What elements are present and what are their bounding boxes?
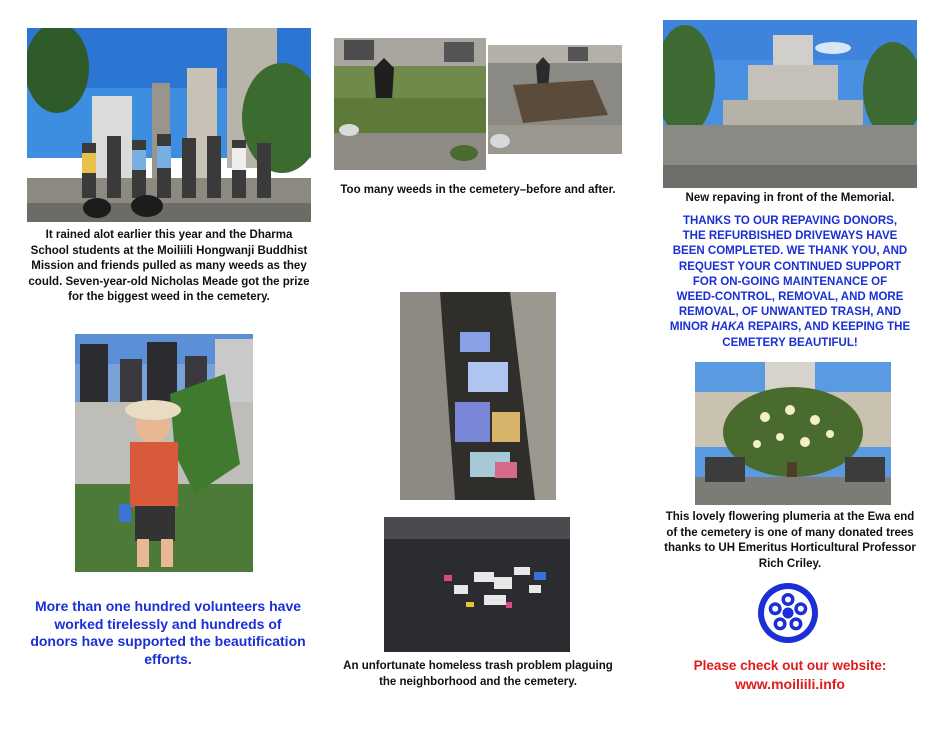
trash-caption: An unfortunate homeless trash problem plaguing the neighborhood and the cemetery. (343, 660, 613, 688)
website-label: Please check out our website: (693, 658, 887, 673)
thanks-line-pre: MINOR (669, 321, 712, 334)
thanks-line: THE REFURBISHED DRIVEWAYS HAVE (682, 230, 898, 243)
group-photo-volunteers (27, 28, 311, 222)
website-url-link[interactable]: www.moiliili.info (735, 676, 845, 692)
trash-wall-photo (400, 292, 556, 500)
haka-emphasis: HAKA (711, 321, 745, 334)
plumeria-tree-photo (695, 362, 891, 505)
trash-ground-photo (384, 517, 570, 652)
weeds-after-photo (488, 45, 622, 154)
weeds-caption: Too many weeds in the cemetery–before and after. (340, 184, 616, 196)
thanks-line (660, 320, 920, 335)
volunteers-note: More than one hundred volunteers have worked tirelessly and hundreds of donors have supported the beautification efforts. (30, 598, 306, 667)
thanks-line: WEED-CONTROL, REMOVAL, AND MORE (676, 291, 904, 304)
repaving-thanks-note (660, 214, 920, 351)
plumeria-caption: This lovely flowering plumeria at the Ewa end of the cemetery is one of many donated trees thanks to UH Emeritus Horticultural Professor Rich Criley. (664, 511, 916, 570)
memorial-caption: New repaving in front of the Memorial. (685, 192, 895, 204)
thanks-line: FOR ON-GOING MAINTENANCE OF (692, 275, 888, 288)
thanks-line: BEEN COMPLETED. WE THANK YOU, AND (672, 245, 908, 258)
temple-crest-logo (757, 582, 819, 644)
thanks-line: THANKS TO OUR REPAVING DONORS, (682, 215, 898, 227)
thanks-line: REMOVAL, OF UNWANTED TRASH, AND (678, 306, 902, 319)
thanks-line: REQUEST YOUR CONTINUED SUPPORT (678, 260, 902, 273)
thanks-line-post: REPAIRS, AND KEEPING THE (744, 321, 911, 334)
dharma-school-caption: It rained alot earlier this year and the Dharma School students at the Moiliili Hongwanji Buddhist Mission and friends pulled as many weeds as they could. Seven-year-old Nicholas Meade got the prize for the biggest weed in the cemetery. (28, 229, 310, 303)
thanks-line: CEMETERY BEAUTIFUL! (722, 336, 858, 349)
memorial-repaving-photo (663, 20, 917, 188)
weeds-before-photo (334, 38, 486, 170)
boy-with-weed-photo (75, 334, 253, 572)
